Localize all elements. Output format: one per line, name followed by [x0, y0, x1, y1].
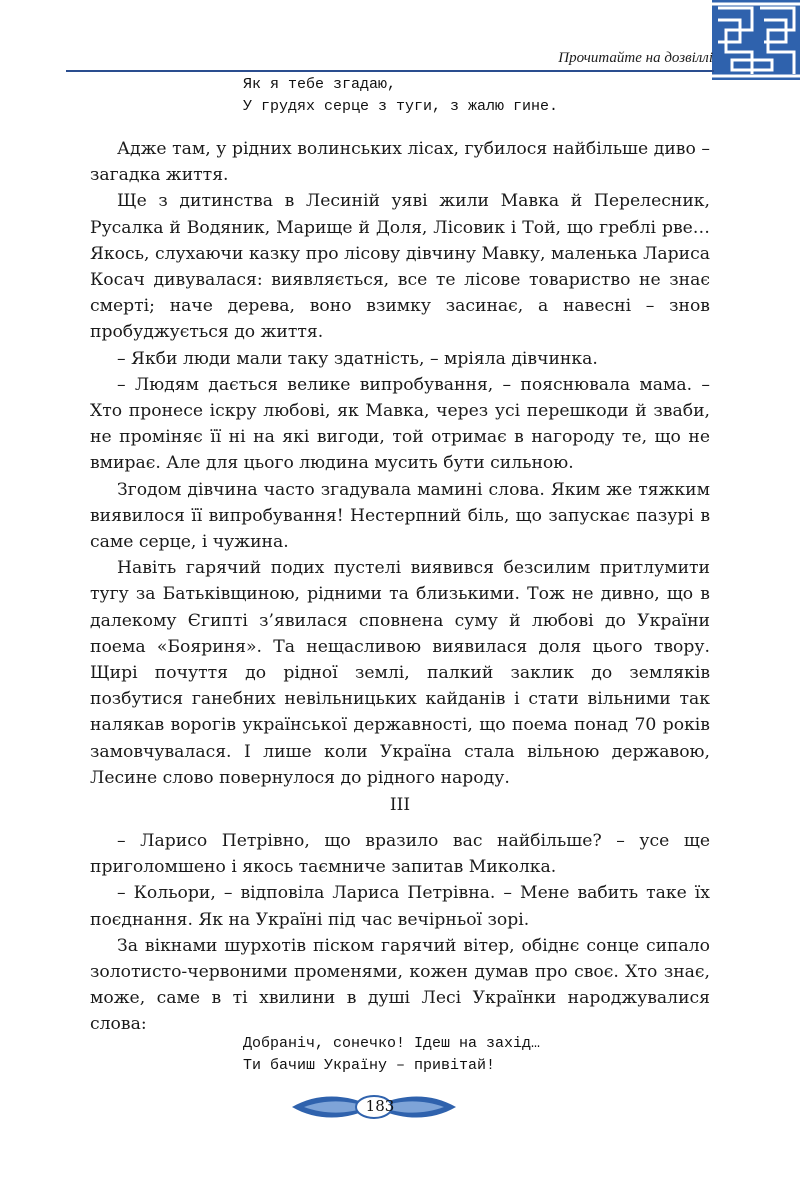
paragraph: Ще з дитинства в Лесиній уяві жили Мавка й Перелесник, Русалка й Водяник, Марище й Доля, Лісовик і Той, що греблі рве… Якось, слухаючи казку про лісову дівчину Мавку, маленька Лариса Косач дивувалася: виявляється, все те лісове товариство не знає смерті; наче дерева, воно взимку засинає, а навесні – знов пробуджується до життя.	[90, 191, 710, 343]
paragraph: Згодом дівчина часто згадувала мамині слова. Яким же тяжким виявилося її випробування! Нестерпний біль, що запускає пазурі в саме серце, і чужина.	[90, 479, 710, 553]
poem-line: Ти бачиш Україну – привітай!	[243, 1057, 496, 1074]
corner-ornament	[712, 0, 800, 80]
header-divider	[66, 70, 714, 72]
page-number: 183	[365, 1097, 395, 1115]
body-text-part1	[90, 136, 710, 791]
section-title: Прочитайте на дозвіллі	[558, 50, 713, 66]
section-number: ІІІ	[389, 795, 411, 815]
paragraph: Навіть гарячий подих пустелі виявився безсилим притлумити тугу за Батьківщиною, рідними та близькими. Тож не дивно, що в далекому Єгипті з’явилася сповнена суму й любові до України поема «Бояриня». Та нещасливою виявилася доля цього твору. Щирі почуття до рідної землі, палкий заклик до земляків позбутися ганебних невільницьких кайданів і стати вільними так налякав ворогів української державності, що поема понад 70 років замовчувалася. І лише коли Україна стала вільною державою, Лесине слово повернулося до рідного народу.	[90, 558, 710, 788]
paragraph: Адже там, у рідних волинських лісах, губилося найбільше диво – загадка життя.	[90, 139, 710, 186]
paragraph: – Якби люди мали таку здатність, – мріяла дівчинка.	[117, 348, 598, 369]
poem-line: Добраніч, сонечко! Ідеш на захід…	[243, 1035, 541, 1052]
poem-line: Як я тебе згадаю,	[243, 76, 397, 93]
poem-line: У грудях серце з туги, з жалю гине.	[243, 98, 559, 115]
paragraph: – Людям дається велике випробування, – пояснювала мама. – Хто пронесе іскру любові, як Мавка, через усі перешкоди й зваби, не проміняє її ні на які вигоди, той отримає в нагороду те, що не вмирає. Але для цього людина мусить бути сильною.	[90, 374, 710, 474]
paragraph: – Кольори, – відповіла Лариса Петрівна. – Мене вабить таке їх поєднання. Як на Україні під час вечірньої зорі.	[90, 883, 710, 930]
body-text-part2	[90, 828, 710, 1038]
poem-top	[243, 74, 558, 118]
paragraph: – Ларисо Петрівно, що вразило вас найбільше? – усе ще приголомшено і якось таємниче запитав Миколка.	[90, 831, 710, 878]
paragraph: За вікнами шурхотів піском гарячий вітер, обіднє сонце сипало золотисто-червоними променями, кожен думав про своє. Хто знає, може, саме в ті хвилини в душі Лесі Українки народжувалися слова:	[90, 935, 710, 1035]
poem-bottom	[243, 1033, 540, 1077]
